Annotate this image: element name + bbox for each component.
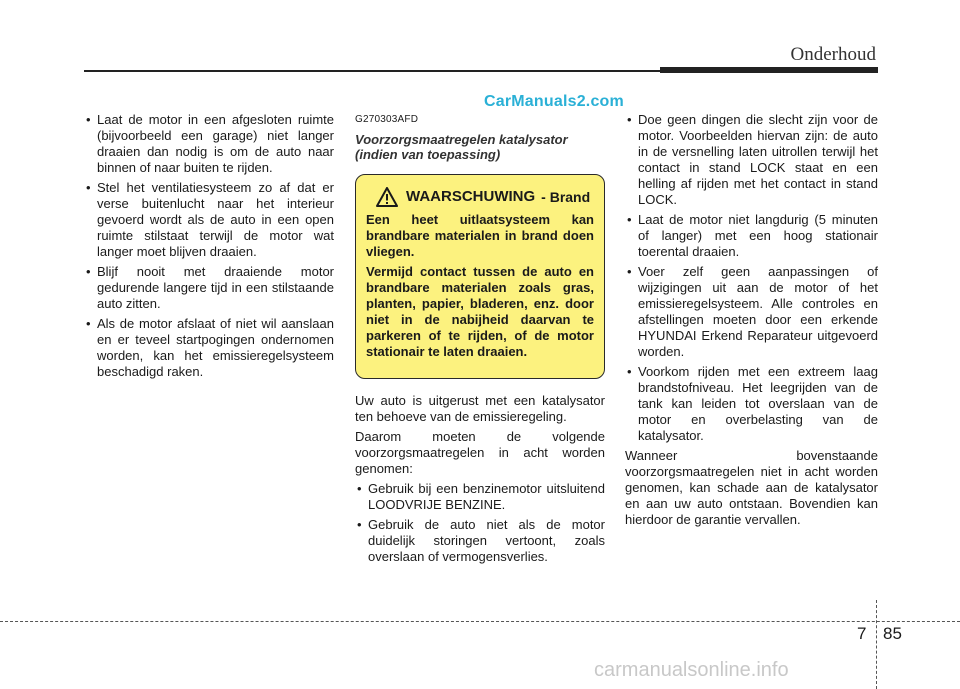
warning-triangle-icon [376, 187, 398, 207]
list-item: • Laat de motor niet langdurig (5 minuten of langer) met een hoog stationair toerental draaien. [625, 212, 878, 260]
list-item: • Doe geen dingen die slecht zijn voor de motor. Voorbeelden hiervan zijn: de auto in de versnelling laten uitrollen terwijl het contact in stand LOCK staat en een helling af rijden met het contact in stand LOCK. [625, 112, 878, 208]
section-code: G270303AFD [355, 114, 419, 125]
header-rule-thick [660, 67, 878, 73]
footer-rule [0, 621, 960, 622]
paragraph: Daarom moeten de volgende voorzorgsmaatregelen in acht worden genomen: [355, 429, 605, 476]
page-number: 85 [883, 624, 902, 643]
warning-text: Vermijd contact tussen de auto en brandbare materialen zoals gras, planten, papier, bladeren, enz. door niet in de nabijheid daarvan te parkeren of te rijden, of de motor stationair te laten draaien. [366, 264, 594, 359]
watermark-bottom[interactable]: carmanualsonline.info [594, 659, 789, 681]
warning-subtitle: - Brand [541, 189, 591, 205]
header-rule [84, 70, 660, 72]
list-item: • Stel het ventilatiesysteem zo af dat er verse buitenlucht naar het interieur gevoerd wordt als de auto in een open ruimte stilstaat terwijl de motor wat langer moet blijven draaien. [84, 180, 334, 260]
bullet-list-2 [355, 481, 605, 565]
section-heading [355, 132, 605, 162]
list-item: • Voorkom rijden met een extreem laag brandstofniveau. Het leegrijden van de tank kan leiden tot overslaan van de motor en overbelasting van de katalysator. [625, 364, 878, 444]
bullet-list-1 [84, 112, 334, 380]
warning-title: WAARSCHUWING [406, 188, 536, 205]
section-heading-line-1: Voorzorgsmaatregelen katalysator [355, 132, 568, 147]
list-item: • Gebruik bij een benzinemotor uitsluitend LOODVRIJE BENZINE. [355, 481, 605, 513]
chapter-number: 7 [857, 624, 867, 643]
bullet-list-3 [625, 112, 878, 444]
list-item: • Blijf nooit met draaiende motor gedurende langere tijd in een stilstaande auto zitten. [84, 264, 334, 312]
watermark-top[interactable]: CarManuals2.com [484, 93, 624, 110]
footer-divider [876, 600, 877, 689]
column-3 [625, 112, 878, 532]
section-heading-line-2: (indien van toepassing) [355, 147, 501, 162]
list-item: • Gebruik de auto niet als de motor duidelijk storingen vertoont, zoals overslaan of vermogensverlies. [355, 517, 605, 565]
paragraph: Uw auto is uitgerust met een katalysator ten behoeve van de emissieregeling. [355, 393, 605, 424]
list-item: • Laat de motor in een afgesloten ruimte (bijvoorbeeld een garage) niet langer draaien dan nodig is om de auto naar binnen of naar buiten te rijden. [84, 112, 334, 176]
column-2 [355, 112, 605, 569]
warning-header [366, 187, 594, 207]
column-1 [84, 112, 334, 384]
list-item: • Voer zelf geen aanpassingen of wijzigingen uit aan de motor of het emissieregelsysteem. Alle controles en afstellingen moeten door een erkende HYUNDAI Erkend Reparateur uitgevoerd worden. [625, 264, 878, 360]
warning-box [355, 174, 605, 379]
list-item: • Als de motor afslaat of niet wil aanslaan en er teveel startpogingen ondernomen worden, kan het emissieregelsysteem beschadigd raken. [84, 316, 334, 380]
closing-paragraph: Wanneer bovenstaande voorzorgsmaatregelen niet in acht worden genomen, kan schade aan de katalysator en aan uw auto ontstaan. Bovendien kan hierdoor de garantie vervallen. [625, 448, 878, 527]
warning-text: Een heet uitlaatsysteem kan brandbare materialen in brand doen vliegen. [366, 212, 594, 259]
section-title: Onderhoud [790, 44, 876, 65]
